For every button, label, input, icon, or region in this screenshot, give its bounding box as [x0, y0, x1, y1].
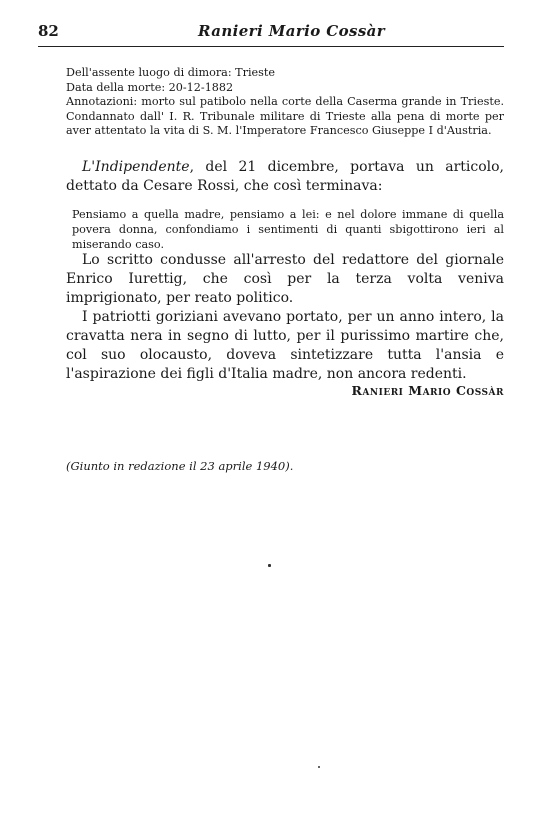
- page-header: [38, 22, 504, 44]
- paragraph-arrest: Lo scritto condusse all'arresto del redattore del giornale Enrico Iurettig, che così per la terza volta veniva imprigionato, per reato politico.: [66, 252, 504, 306]
- print-speck: [318, 766, 320, 768]
- quoted-passage: Pensiamo a quella madre, pensiamo a lei: e nel dolore immane di quella povera donna, confondiamo i sentimenti di quanti sbigottirono ieri al miserando caso.: [72, 208, 504, 251]
- author-signature: Ranieri Mario Cossàr: [351, 383, 504, 398]
- page-number: 82: [38, 22, 59, 40]
- record-death-date: Data della morte: 20-12-1882: [66, 80, 234, 94]
- running-title: Ranieri Mario Cossàr: [198, 22, 386, 40]
- death-record: [66, 66, 504, 139]
- intro-text: , del 21 dicembre, portava un articolo, dettato da Cesare Rossi, che così terminava:: [66, 159, 504, 194]
- newspaper-title: L'Indipendente: [82, 159, 190, 175]
- intro-paragraph: [66, 158, 504, 196]
- paragraph-mourning: I patriotti goriziani avevano portato, per un anno intero, la cravatta nera in segno di lutto, per il purissimo martire che, col suo olocausto, doveva sintetizzare tutta l'ansia e l'aspirazione dei figli d'Italia madre, non ancora redenti.: [66, 309, 504, 382]
- record-annotations: Annotazioni: morto sul patibolo nella corte della Caserma grande in Trieste. Condannato dall' I. R. Tribunale militare di Trieste alla pena di morte per aver attentato la vita di S. M. l'Imperatore Francesco Giuseppe I d'Austria.: [66, 95, 504, 137]
- record-residence: Dell'assente luogo di dimora: Trieste: [66, 66, 276, 79]
- header-rule: [38, 46, 504, 47]
- print-speck: [268, 564, 271, 567]
- main-text: [66, 251, 504, 384]
- received-dateline: (Giunto in redazione il 23 aprile 1940).: [66, 459, 294, 473]
